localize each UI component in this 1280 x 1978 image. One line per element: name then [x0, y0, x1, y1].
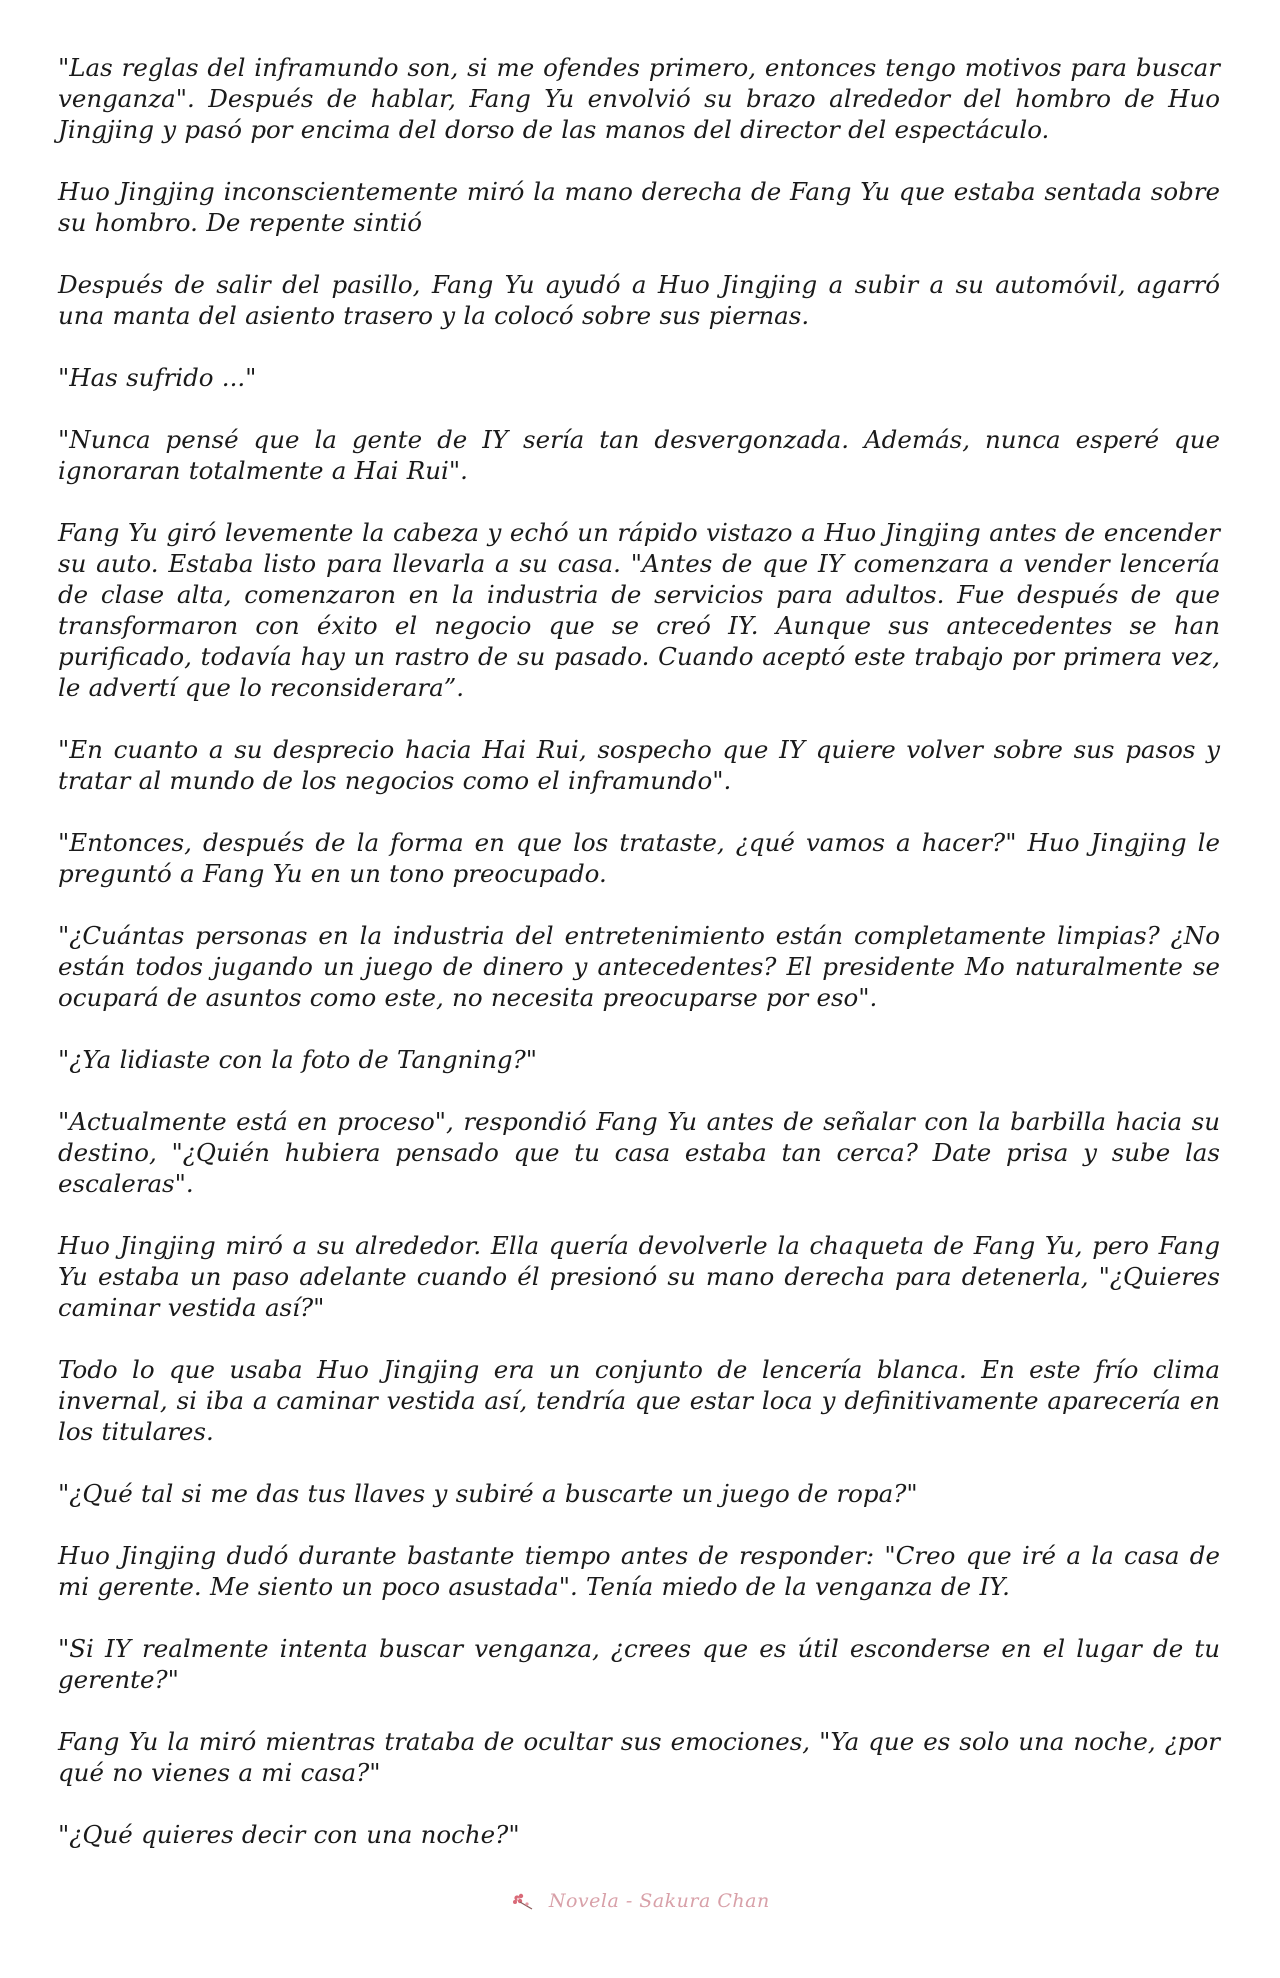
paragraph-2: Huo Jingjing inconscientemente miró la mano derecha de Fang Yu que estaba sentada sobre su hombro. De repente sintió [58, 177, 1220, 237]
paragraph-14: "¿Qué tal si me das tus llaves y subiré a buscarte un juego de ropa?" [58, 1479, 918, 1508]
paragraph-6: Fang Yu giró levemente la cabeza y echó un rápido vistazo a Huo Jingjing antes de encender su auto. Estaba listo para llevarla a su casa. "Antes de que IY comenzara a vender lencería de clase alta, comenzaron en la industria de servicios para adultos. Fue después de que transformaron con éxito el negocio que se creó IY. Aunque sus antecedentes se han purificado, todavía hay un rastro de su pasado. Cuando aceptó este trabajo por primera vez, le advertí que lo reconsiderara”. [58, 518, 1220, 702]
paragraph-9: "¿Cuántas personas en la industria del entretenimiento están completamente limpias? ¿No están todos jugando un juego de dinero y antecedentes? El presidente Mo naturalmente se ocupará de asuntos como este, no necesita preocuparse por eso". [58, 921, 1220, 1012]
paragraph-18: "¿Qué quieres decir con una noche?" [58, 1820, 520, 1849]
paragraph-5: "Nunca pensé que la gente de IY sería tan desvergonzada. Además, nunca esperé que ignoraran totalmente a Hai Rui". [58, 425, 1220, 485]
paragraph-17: Fang Yu la miró mientras trataba de ocultar sus emociones, "Ya que es solo una noche, ¿por qué no vienes a mi casa?" [58, 1727, 1220, 1787]
watermark [0, 1890, 1280, 1912]
paragraph-16: "Si IY realmente intenta buscar venganza, ¿crees que es útil esconderse en el lugar de tu gerente?" [58, 1634, 1220, 1694]
document-body [58, 52, 1220, 1881]
paragraph-10: "¿Ya lidiaste con la foto de Tangning?" [58, 1045, 538, 1074]
paragraph-3: Después de salir del pasillo, Fang Yu ayudó a Huo Jingjing a subir a su automóvil, agarró una manta del asiento trasero y la colocó sobre sus piernas. [58, 270, 1220, 330]
cherry-blossom-icon [510, 1892, 536, 1912]
paragraph-8: "Entonces, después de la forma en que los trataste, ¿qué vamos a hacer?" Huo Jingjing le preguntó a Fang Yu en un tono preocupado. [58, 828, 1220, 888]
paragraph-7: "En cuanto a su desprecio hacia Hai Rui, sospecho que IY quiere volver sobre sus pasos y tratar al mundo de los negocios como el inframundo". [58, 735, 1220, 795]
paragraph-12: Huo Jingjing miró a su alrededor. Ella quería devolverle la chaqueta de Fang Yu, pero Fang Yu estaba un paso adelante cuando él presionó su mano derecha para detenerla, "¿Quieres caminar vestida así?" [58, 1231, 1220, 1322]
paragraph-4: "Has sufrido ..." [58, 363, 257, 392]
watermark-text: Novela - Sakura Chan [548, 1890, 770, 1912]
paragraph-15: Huo Jingjing dudó durante bastante tiempo antes de responder: "Creo que iré a la casa de mi gerente. Me siento un poco asustada". Tenía miedo de la venganza de IY. [58, 1541, 1220, 1601]
paragraph-11: "Actualmente está en proceso", respondió Fang Yu antes de señalar con la barbilla hacia su destino, "¿Quién hubiera pensado que tu casa estaba tan cerca? Date prisa y sube las escaleras". [58, 1107, 1220, 1198]
paragraph-1: "Las reglas del inframundo son, si me ofendes primero, entonces tengo motivos para buscar venganza". Después de hablar, Fang Yu envolvió su brazo alrededor del hombro de Huo Jingjing y pasó por encima del dorso de las manos del director del espectáculo. [58, 53, 1220, 144]
paragraph-13: Todo lo que usaba Huo Jingjing era un conjunto de lencería blanca. En este frío clima invernal, si iba a caminar vestida así, tendría que estar loca y definitivamente aparecería en los titulares. [58, 1355, 1220, 1446]
